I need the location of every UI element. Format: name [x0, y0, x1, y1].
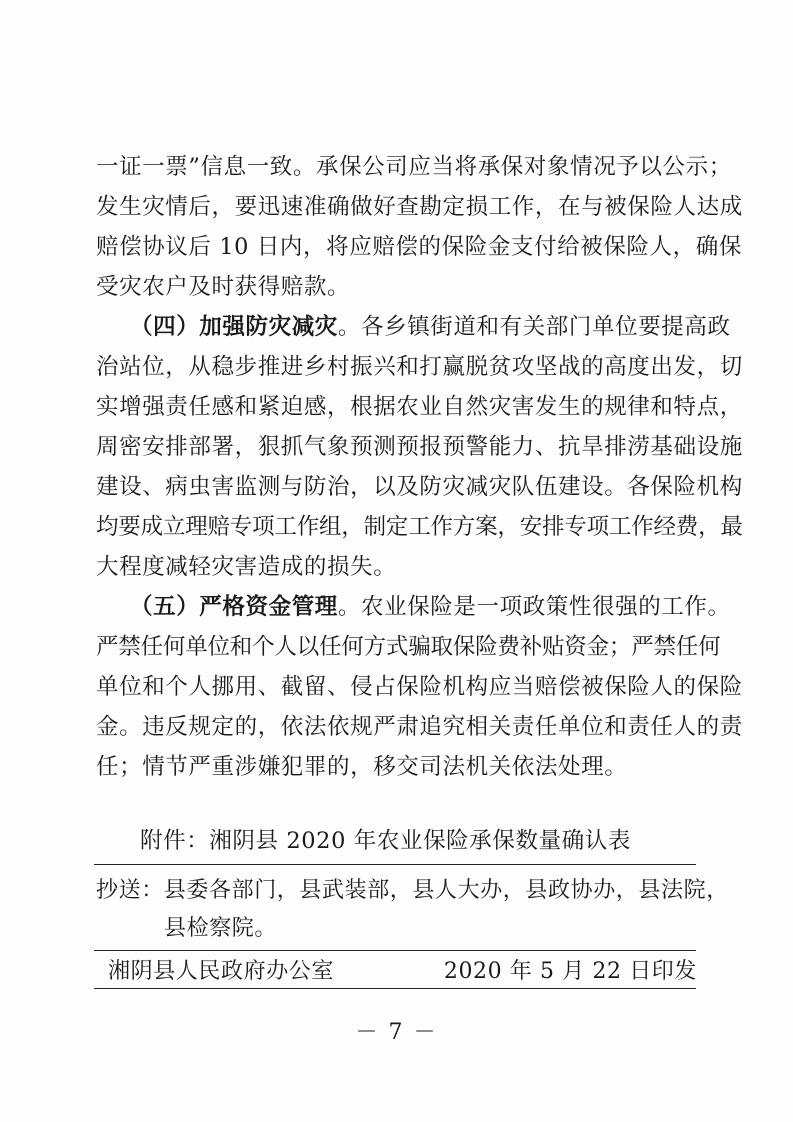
paragraph-2-line-3: 实增强责任感和紧迫感，根据农业自然灾害发生的规律和特点， [96, 394, 743, 420]
cc-line-1: 抄送：县委各部门，县武装部，县人大办，县政协办，县法院， [96, 878, 729, 903]
footer-bottom-rule [94, 988, 696, 989]
page-number: － 7 － [355, 1020, 438, 1045]
paragraph-2-line-2: 治站位，从稳步推进乡村振兴和打赢脱贫攻坚战的高度出发，切 [96, 354, 743, 380]
paragraph-2-line-4: 周密安排部署，狠抓气象预测预报预警能力、抗旱排涝基础设施 [96, 434, 743, 460]
issuing-office: 湘阴县人民政府办公室 [108, 959, 335, 984]
issue-date: 2020 年 5 月 22 日印发 [443, 959, 697, 984]
paragraph-1-line-1: 一证一票”信息一致。承保公司应当将承保对象情况予以公示； [96, 154, 732, 180]
section-4-heading: （四）加强防灾减灾 [130, 314, 338, 340]
attachment-note: 附件：湘阴县 2020 年农业保险承保数量确认表 [140, 828, 631, 854]
paragraph-2-line-5: 建设、病虫害监测与防治，以及防灾减灾队伍建设。各保险机构 [96, 474, 743, 500]
paragraph-1-line-4: 受灾农户及时获得赔款。 [96, 274, 351, 300]
paragraph-3-line-4: 金。违反规定的，依法依规严肃追究相关责任单位和责任人的责 [96, 714, 743, 740]
cc-top-rule [94, 864, 696, 865]
paragraph-2-line-6: 均要成立理赔专项工作组，制定工作方案，安排专项工作经费，最 [96, 514, 743, 540]
paragraph-1-line-2: 发生灾情后，要迅速准确做好查勘定损工作，在与被保险人达成 [96, 194, 743, 220]
paragraph-2-line-7: 大程度减轻灾害造成的损失。 [96, 554, 397, 580]
paragraph-3-line-1-text: 。农业保险是一项政策性很强的工作。 [337, 594, 731, 620]
paragraph-2-line-1 [130, 312, 731, 342]
section-5-heading: （五）严格资金管理 [130, 594, 338, 620]
paragraph-3-line-5: 任；情节严重涉嫌犯罪的，移交司法机关依法处理。 [96, 754, 628, 780]
paragraph-3-line-2: 严禁任何单位和个人以任何方式骗取保险费补贴资金；严禁任何 [96, 634, 721, 660]
paragraph-3-line-3: 单位和个人挪用、截留、侵占保险机构应当赔偿被保险人的保险 [96, 674, 743, 700]
paragraph-1-line-3: 赔偿协议后 10 日内，将应赔偿的保险金支付给被保险人，确保 [96, 234, 742, 260]
cc-bottom-rule [94, 950, 696, 951]
cc-line-2: 县检察院。 [164, 916, 278, 941]
paragraph-2-line-1-text: 。各乡镇街道和有关部门单位要提高政 [337, 314, 731, 340]
paragraph-3-line-1 [130, 592, 731, 622]
